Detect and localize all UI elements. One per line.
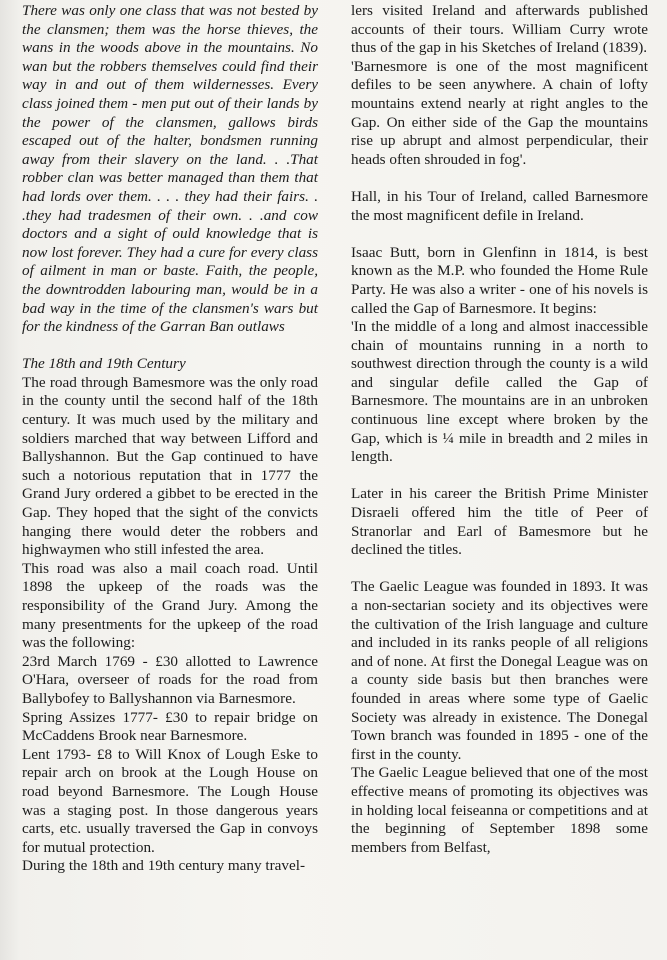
paragraph-gaelic-league: The Gaelic League was founded in 1893. It was a non-sectarian society and its objectives were the cultivation of the Irish language and culture and included in its ranks people of all religions and of none. At first the Donegal League was on a county side basis but then branches were founded in areas where some type of Gaelic Society was already in existence. The Donegal Town branch was founded in 1895 - one of the first in the county. [351,578,648,763]
paragraph-mail-coach: This road was also a mail coach road. Until 1898 the upkeep of the roads was the responsibility of the Grand Jury. Among the many presentments for the upkeep of the road was the following: [22,559,318,652]
spacer [351,560,648,579]
right-column [351,2,648,857]
left-column [22,2,318,876]
paragraph-isaac-butt: Isaac Butt, born in Glenfinn in 1814, is best known as the M.P. who founded the Home Rule Party. He was also a writer - one of his novels is called the Gap of Barnesmore. It begins: [351,243,648,317]
presentment-1777: Spring Assizes 1777- £30 to repair bridge on McCaddens Brook near Barnesmore. [22,708,318,745]
spacer [351,225,648,244]
section-heading: The 18th and 19th Century [22,355,186,373]
presentment-1769: 23rd March 1769 - £30 allotted to Lawrence O'Hara, overseer of roads for the road from Ballybofey to Ballyshannon via Barnesmore. [22,652,318,707]
paragraph-disraeli: Later in his career the British Prime Minister Disraeli offered him the title of Peer of Stranorlar and Earl of Bamesmore but he declined the titles. [351,485,648,559]
paragraph-road-history: The road through Bamesmore was the only road in the county until the second half of the 18th century. It was much used by the military and soldiers marched that way between Lifford and Ballyshannon. But the Gap continued to have such a notorious reputation that in 1777 the Grand Jury ordered a gibbet to be erected in the Gap. They hoped that the sight of the convicts hanging there would deter the robbers and highwaymen who still infested the area. [22,373,318,559]
clansmen-quote: There was only one class that was not bested by the clansmen; them was the horse thieves, the wans in the woods above in the mountains. No wan but the robbers themselves could find their way in and out of them wildernesses. Every class joined them - men put out of their lands by the power of the clansmen, gallows birds escaped out of the halter, bondsmen running away from their slavery on the land. . .That robber clan was better managed than them that had lords over them. . . . they had their fairs. . .they had tradesmen of their own. . .and cow doctors and a sight of ould knowledge that is now lost forever. They had a cure for every class of ailment in man or baste. Faith, the people, the downtrodden labouring man, would be in a bad way in the time of the clansmen's wars but for the kindness of the Garran Ban outlaws [22,2,318,336]
butt-novel-quote: 'In the middle of a long and almost inaccessible chain of mountains running in a north to southwest direction through the county is a wild and singular defile called the Gap of Barnesmore. The mountains are in an unbroken continuous line except where broken by the Gap, which is ¼ mile in breadth and 2 miles in length. [351,318,648,466]
paragraph-travellers-start: During the 18th and 19th century many travel- [22,857,306,875]
paragraph-hall: Hall, in his Tour of Ireland, called Barnesmore the most magnificent defile in Ireland. [351,187,648,224]
presentment-1793: Lent 1793- £8 to Will Knox of Lough Eske to repair arch on brook at the Lough House on road beyond Barnesmore. The Lough House was a staging post. In those dangerous years carts, etc. usually traversed the Gap in convoys for mutual protection. [22,745,318,856]
curry-quote: 'Barnesmore is one of the most magnificent defiles to be seen anywhere. A chain of lofty mountains extend nearly at right angles to the Gap. On either side of the Gap the mountains rise up abrupt and almost perpendicular, their heads often shrouded in fog'. [351,57,648,168]
spacer [351,169,648,188]
scan-shadow [0,0,20,960]
paragraph-travellers-cont: lers visited Ireland and afterwards published accounts of their tours. William Curry wrote thus of the gap in his Sketches of Ireland (1839). [351,2,648,57]
spacer [351,467,648,486]
spacer [22,337,318,356]
paragraph-feiseanna: The Gaelic League believed that one of the most effective means of promoting its objectives was in holding local feiseanna or competitions and at the beginning of September 1898 some members from Belfast, [351,764,648,856]
